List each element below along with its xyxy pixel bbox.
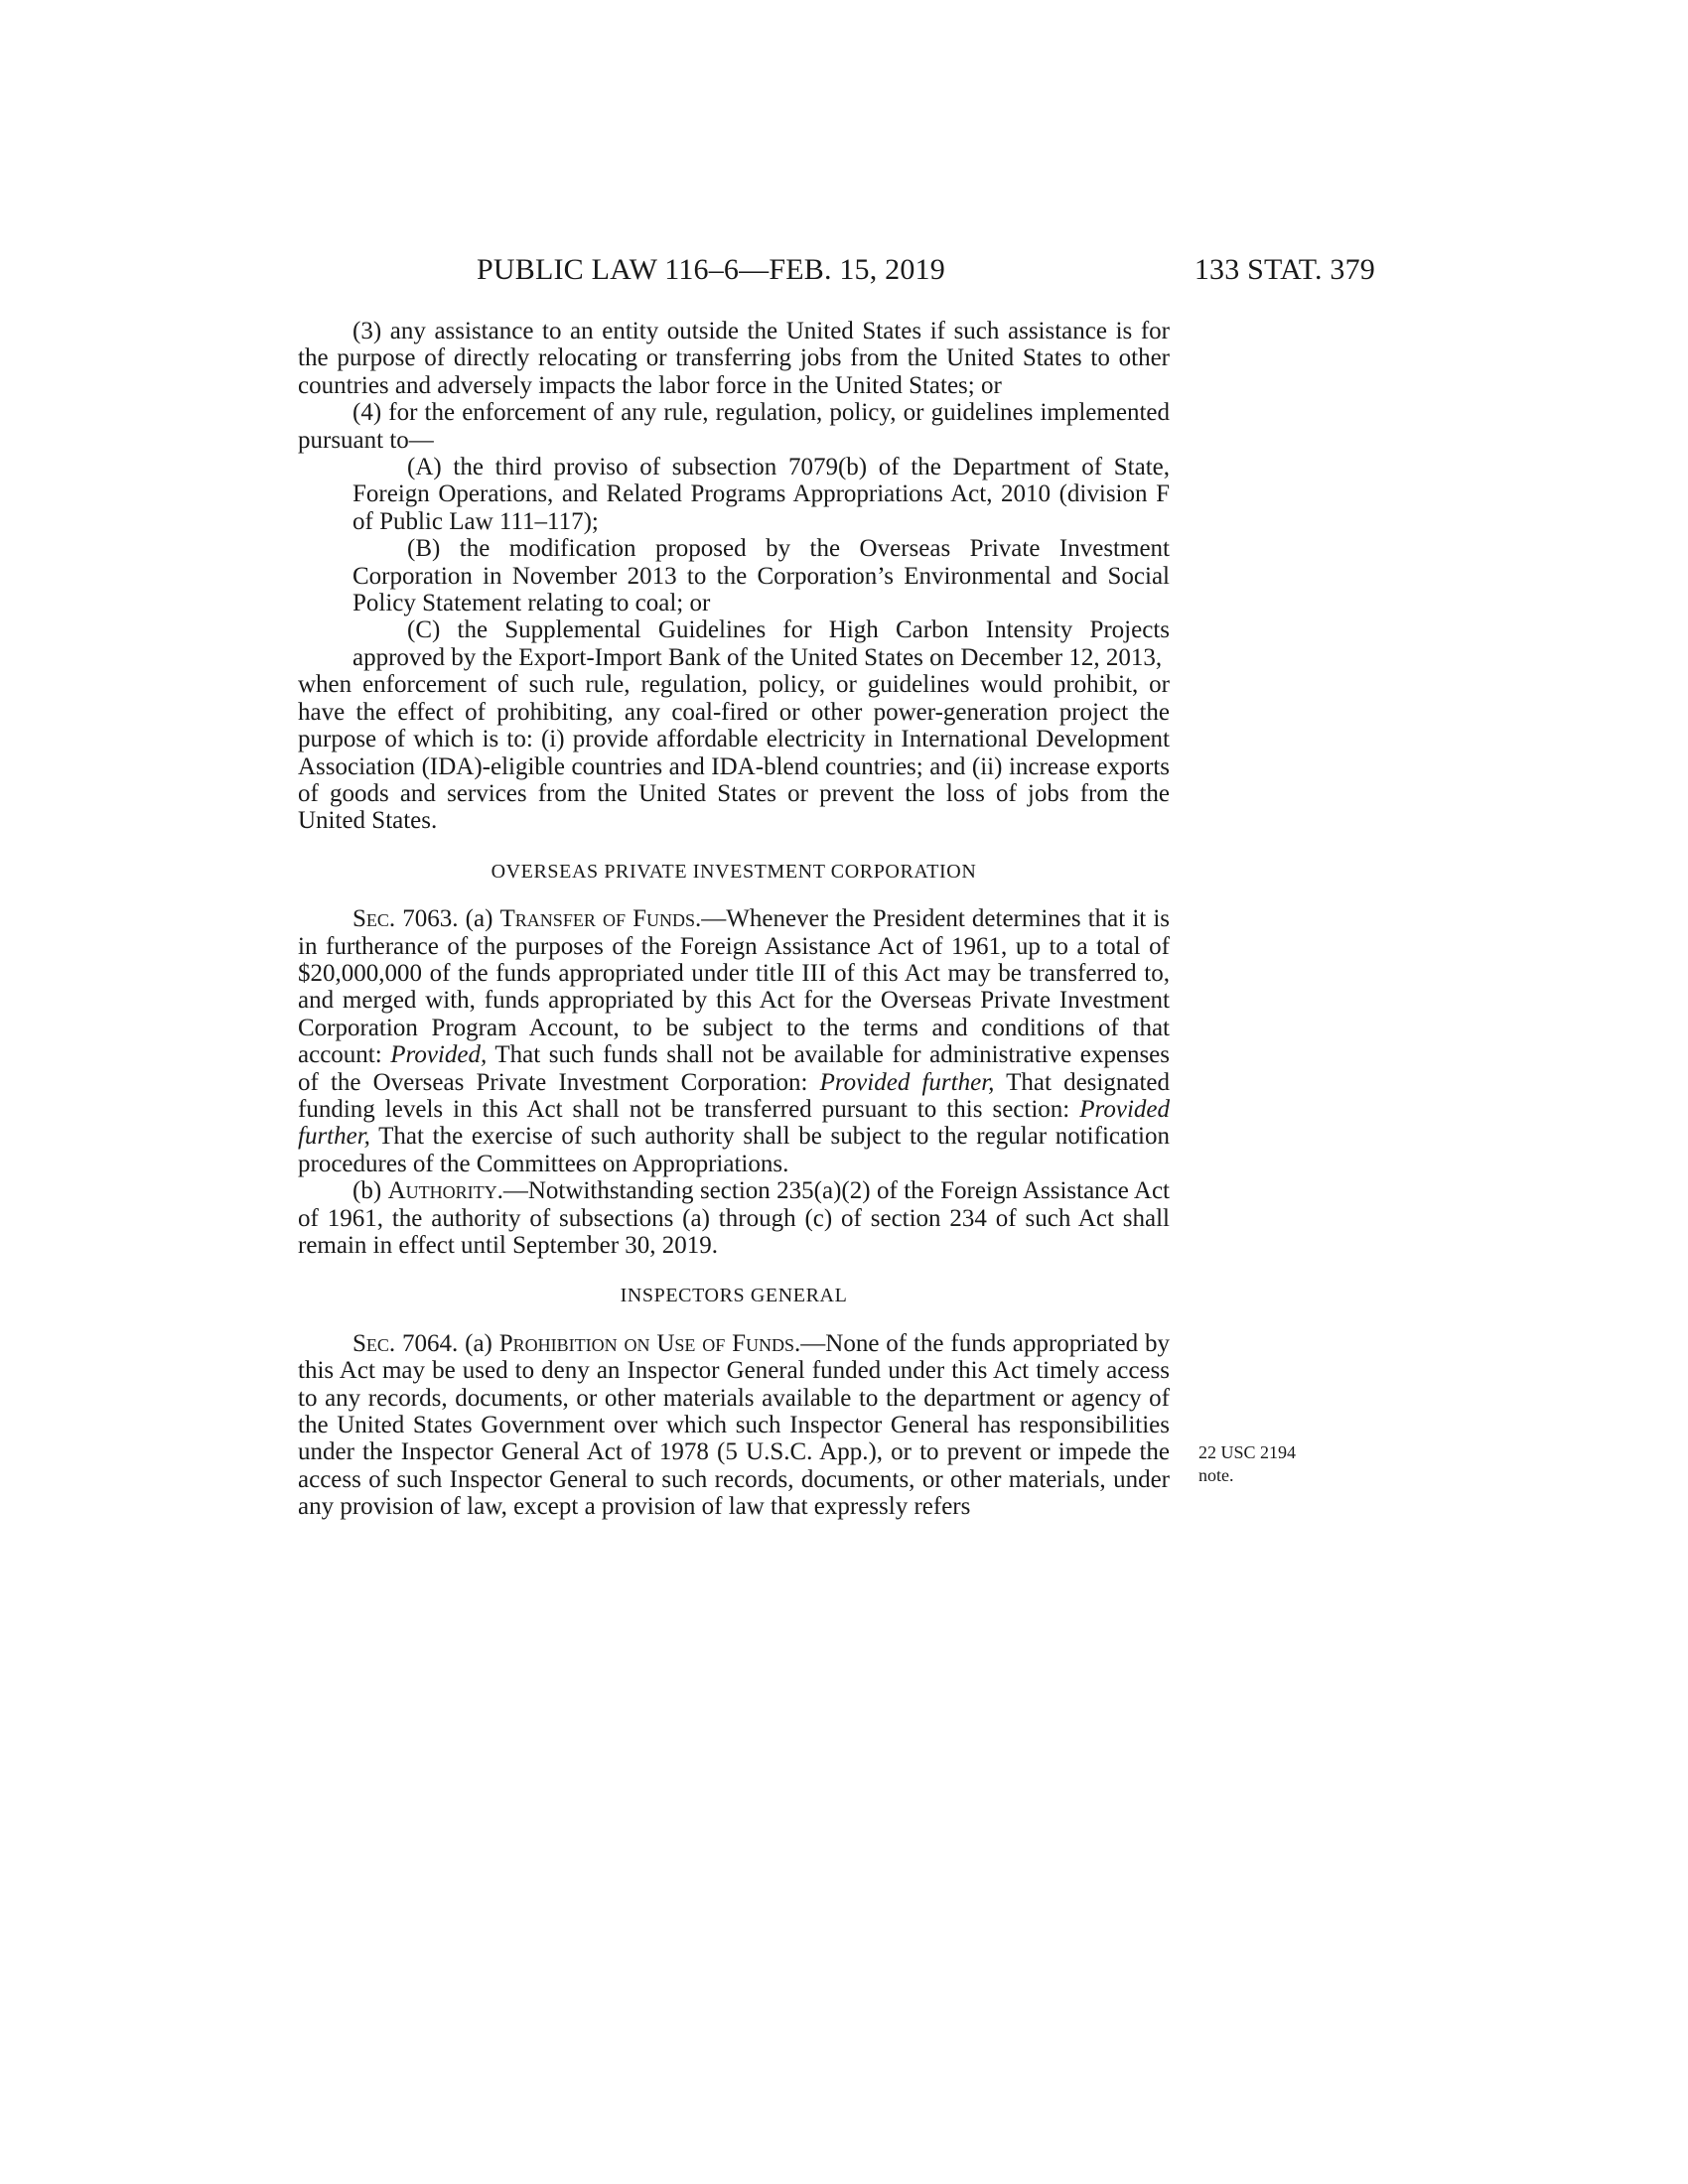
proviso-text: Provided further,: [298, 1095, 1170, 1151]
paragraph-item-4c: (C) the Supplemental Guidelines for High Carbon Intensity Projects approved by the Export-Import Bank of the United States on December 12, 2013,: [352, 616, 1170, 671]
margin-note-suffix: note.: [1198, 1465, 1234, 1485]
text-segment: That such funds shall not be available for administrative expenses of the Overseas Private Investment Corporation:: [298, 1041, 1170, 1096]
paragraph-item-4: (4) for the enforcement of any rule, regulation, policy, or guidelines implemented pursuant to—: [298, 399, 1170, 454]
paragraph-item-3: (3) any assistance to an entity outside the United States if such assistance is for the purpose of directly relocating or transferring jobs from the United States to other countries and adversely impacts the labor force in the United States; or: [298, 318, 1170, 399]
body-text: [298, 318, 1170, 1521]
section-heading-opic: OVERSEAS PRIVATE INVESTMENT CORPORATION: [491, 860, 977, 883]
paragraph-item-4a: (A) the third proviso of subsection 7079(b) of the Department of State, Foreign Operations, and Related Programs Appropriations Act, 2010 (division F of Public Law 111–117);: [352, 454, 1170, 535]
paragraph-sec-7063-a: [298, 905, 1170, 1177]
margin-note-citation: 22 USC 2194: [1198, 1442, 1297, 1462]
text-segment: —Notwithstanding section 235(a)(2) of the Foreign Assistance Act of 1961, the authority of subsections (a) through (c) of section 234 of such Act shall remain in effect until September 30, 2019.: [298, 1177, 1171, 1259]
stat-page-number: 133 STAT. 379: [1194, 253, 1375, 286]
subsection-label: (b): [352, 1177, 382, 1205]
paragraph-sec-7063-b: [298, 1177, 1170, 1259]
text-segment: That designated funding levels in this Act shall not be transferred pursuant to this section:: [298, 1068, 1170, 1123]
subsection-heading: Authority.: [387, 1177, 503, 1205]
law-citation: PUBLIC LAW 116–6—FEB. 15, 2019: [477, 253, 945, 286]
subsection-label: (a): [465, 1329, 492, 1357]
proviso-text: Provided further,: [819, 1068, 995, 1096]
section-label: Sec. 7064.: [352, 1329, 459, 1357]
subsection-heading: Prohibition on Use of Funds.: [498, 1329, 801, 1357]
subsection-heading: Transfer of Funds.: [499, 905, 702, 933]
proviso-text: Provided,: [390, 1041, 488, 1069]
running-head: [298, 253, 1390, 293]
section-label: Sec. 7063.: [352, 905, 459, 933]
text-segment: That the exercise of such authority shall be subject to the regular notification procedures of the Committees on Appropriations.: [298, 1123, 1170, 1177]
margin-note: [1198, 1441, 1337, 1487]
section-heading-inspectors-general: INSPECTORS GENERAL: [620, 1285, 848, 1307]
text-segment: —None of the funds appropriated by this Act may be used to deny an Inspector General funded under this Act timely access to any records, documents, or other materials available to the department or agency of the United States Government over which such Inspector General has responsibilities under the Inspector General Act of 1978 (5 U.S.C. App.), or to prevent or impede the access of such Inspector General to such records, documents, or other materials, under any provision of law, except a provision of law that expressly refers: [298, 1329, 1170, 1521]
paragraph-flush-text: when enforcement of such rule, regulation, policy, or guidelines would prohibit, or have the effect of prohibiting, any coal-fired or other power-generation project the purpose of which is to: (i) provide affordable electricity in International Development Association (IDA)-eligible countries and IDA-blend countries; and (ii) increase exports of goods and services from the United States or prevent the loss of jobs from the United States.: [298, 671, 1170, 835]
paragraph-sec-7064-a: [298, 1330, 1170, 1521]
paragraph-item-4b: (B) the modification proposed by the Overseas Private Investment Corporation in November 2013 to the Corporation’s Environmental and Social Policy Statement relating to coal; or: [352, 535, 1170, 617]
subsection-label: (a): [465, 905, 493, 933]
text-segment: —Whenever the President determines that it is in furtherance of the purposes of the Foreign Assistance Act of 1961, up to a total of $20,000,000 of the funds appropriated under title III of this Act may be transferred to, and merged with, funds appropriated by this Act for the Overseas Private Investment Corporation Program Account, to be subject to the terms and conditions of that account:: [298, 905, 1171, 1069]
